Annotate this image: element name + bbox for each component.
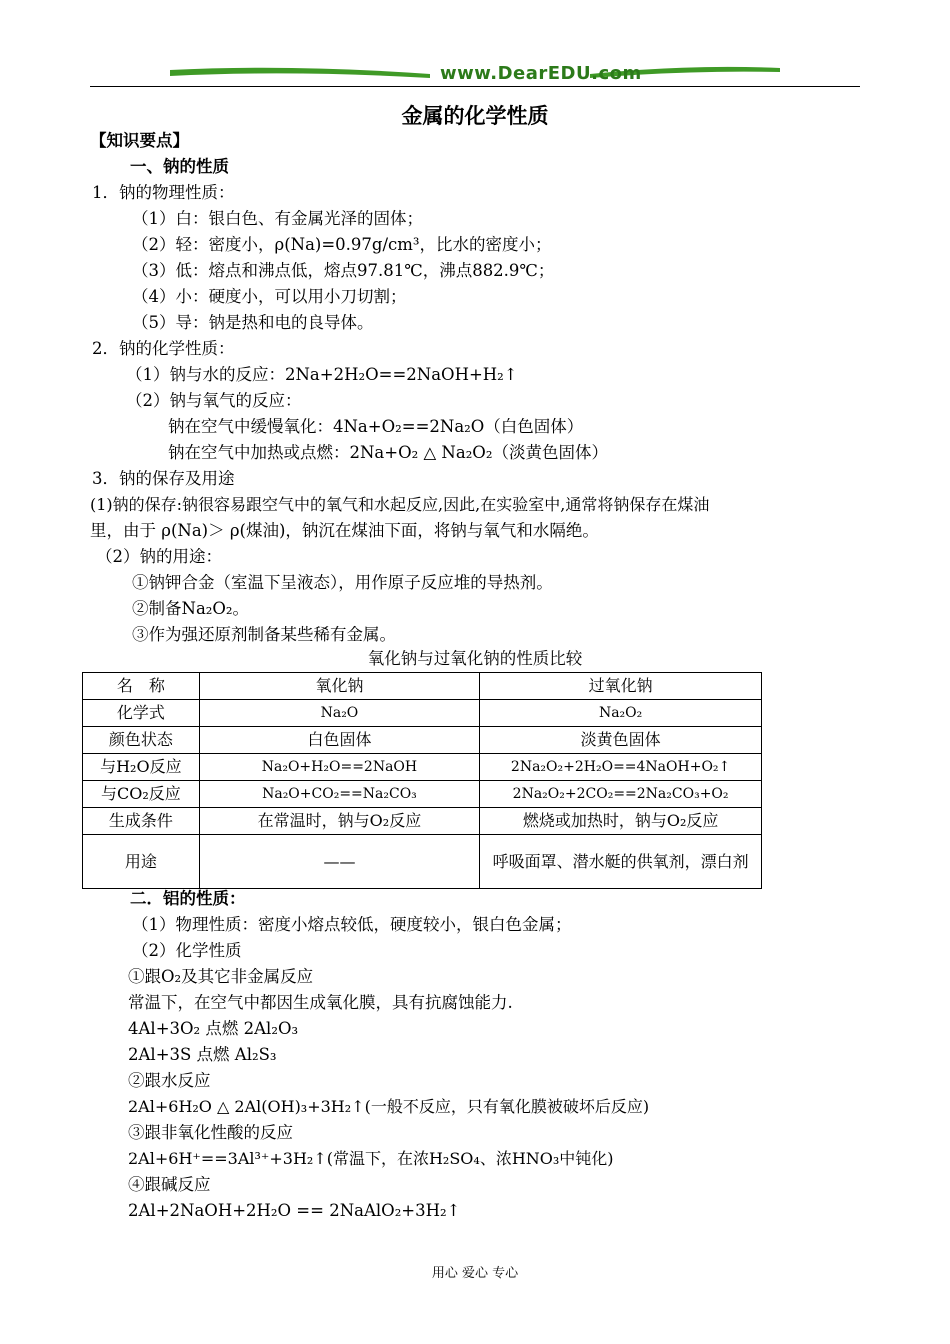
header-rule bbox=[90, 86, 860, 87]
equation-line: 钠在空气中缓慢氧化：4Na+O₂==2Na₂O（白色固体） bbox=[168, 417, 584, 436]
table-cell: 白色固体 bbox=[199, 727, 480, 754]
subheading-storage: 3．钠的保存及用途 bbox=[92, 469, 235, 488]
list-item: ①跟O₂及其它非金属反应 bbox=[128, 967, 314, 986]
table-cell: 化学式 bbox=[83, 700, 200, 727]
text-line: （5）导：钠是热和电的良导体。 bbox=[132, 313, 374, 332]
list-item: ③作为强还原剂制备某些稀有金属。 bbox=[132, 625, 396, 644]
section-heading-sodium: 一、钠的性质 bbox=[130, 157, 229, 176]
text-line: （1）物理性质：密度小熔点较低，硬度较小，银白色金属； bbox=[132, 915, 572, 934]
table-header-cell: 名 称 bbox=[83, 673, 200, 700]
comparison-table bbox=[82, 672, 762, 889]
table-row bbox=[83, 808, 762, 835]
table-cell: 与H₂O反应 bbox=[83, 754, 200, 781]
table-row bbox=[83, 727, 762, 754]
text-line: （1）白：银白色、有金属光泽的固体； bbox=[132, 209, 423, 228]
equation-line: 2Al+2NaOH+2H₂O == 2NaAlO₂+3H₂↑ bbox=[128, 1201, 461, 1220]
table-header-cell: 氧化钠 bbox=[199, 673, 480, 700]
table-cell: 与CO₂反应 bbox=[83, 781, 200, 808]
page-title: 金属的化学性质 bbox=[401, 104, 549, 128]
text-line: （4）小：硬度小，可以用小刀切割； bbox=[132, 287, 407, 306]
header-banner bbox=[90, 60, 860, 90]
subheading-physical: 1．钠的物理性质： bbox=[92, 183, 235, 202]
text-line: （2）钠与氧气的反应： bbox=[126, 391, 302, 410]
table-cell: 淡黄色固体 bbox=[480, 727, 762, 754]
table-cell: Na₂O bbox=[199, 700, 480, 727]
equation-line: 4Al+3O₂ 点燃 2Al₂O₃ bbox=[128, 1019, 299, 1038]
page-footer: 用心 爱心 专心 bbox=[431, 1266, 519, 1281]
table-row bbox=[83, 781, 762, 808]
subheading-chemical: 2．钠的化学性质： bbox=[92, 339, 235, 358]
section-heading-aluminium: 二．铝的性质： bbox=[130, 889, 246, 908]
table-cell: 燃烧或加热时，钠与O₂反应 bbox=[480, 808, 762, 835]
table-row bbox=[83, 835, 762, 889]
equation-line: 2Al+3S 点燃 Al₂S₃ bbox=[128, 1045, 277, 1064]
table-cell: 颜色状态 bbox=[83, 727, 200, 754]
text-line: 常温下，在空气中都因生成氧化膜，具有抗腐蚀能力. bbox=[128, 993, 513, 1012]
table-cell: 在常温时，钠与O₂反应 bbox=[199, 808, 480, 835]
knowledge-points-heading: 【知识要点】 bbox=[90, 131, 189, 150]
list-item: ④跟碱反应 bbox=[128, 1175, 211, 1194]
table-header-cell: 过氧化钠 bbox=[480, 673, 762, 700]
text-line: （3）低：熔点和沸点低，熔点97.81℃，沸点882.9℃； bbox=[132, 261, 555, 280]
text-line: （2）化学性质 bbox=[132, 941, 242, 960]
table-cell: 生成条件 bbox=[83, 808, 200, 835]
table-cell: Na₂O+CO₂==Na₂CO₃ bbox=[199, 781, 480, 808]
table-row bbox=[83, 754, 762, 781]
list-item: ②制备Na₂O₂。 bbox=[132, 599, 250, 618]
table-cell: 用途 bbox=[83, 835, 200, 889]
equation-line: 2Al+6H⁺==3Al³⁺+3H₂↑(常温下，在浓H₂SO₄、浓HNO₃中钝化) bbox=[128, 1149, 614, 1168]
equation-line: （1）钠与水的反应：2Na+2H₂O==2NaOH+H₂↑ bbox=[126, 365, 518, 384]
equation-line: 2Al+6H₂O △ 2Al(OH)₃+3H₂↑(一般不反应，只有氧化膜被破坏后反应) bbox=[128, 1097, 650, 1116]
list-item: ①钠钾合金（室温下呈液态），用作原子反应堆的导热剂。 bbox=[132, 573, 553, 592]
text-line: (1)钠的保存:钠很容易跟空气中的氧气和水起反应,因此,在实验室中,通常将钠保存在煤油 bbox=[90, 495, 710, 514]
site-url: www.DearEDU.com bbox=[440, 63, 642, 84]
table-row bbox=[83, 700, 762, 727]
text-line: 里，由于 ρ(Na)＞ ρ(煤油)，钠沉在煤油下面，将钠与氧气和水隔绝。 bbox=[90, 521, 599, 540]
table-caption: 氧化钠与过氧化钠的性质比较 bbox=[367, 649, 583, 668]
text-line: （2）钠的用途： bbox=[96, 547, 222, 566]
list-item: ②跟水反应 bbox=[128, 1071, 211, 1090]
text-line: （2）轻：密度小，ρ(Na)=0.97g/cm³，比水的密度小； bbox=[132, 235, 552, 254]
equation-line: 钠在空气中加热或点燃：2Na+O₂ △ Na₂O₂（淡黄色固体） bbox=[168, 443, 608, 462]
table-cell: 2Na₂O₂+2H₂O==4NaOH+O₂↑ bbox=[480, 754, 762, 781]
table-header-row bbox=[83, 673, 762, 700]
table-cell: —— bbox=[199, 835, 480, 889]
list-item: ③跟非氧化性酸的反应 bbox=[128, 1123, 293, 1142]
table-cell: Na₂O₂ bbox=[480, 700, 762, 727]
table-cell: Na₂O+H₂O==2NaOH bbox=[199, 754, 480, 781]
table-cell: 2Na₂O₂+2CO₂==2Na₂CO₃+O₂ bbox=[480, 781, 762, 808]
table-cell: 呼吸面罩、潜水艇的供氧剂，漂白剂 bbox=[480, 835, 762, 889]
